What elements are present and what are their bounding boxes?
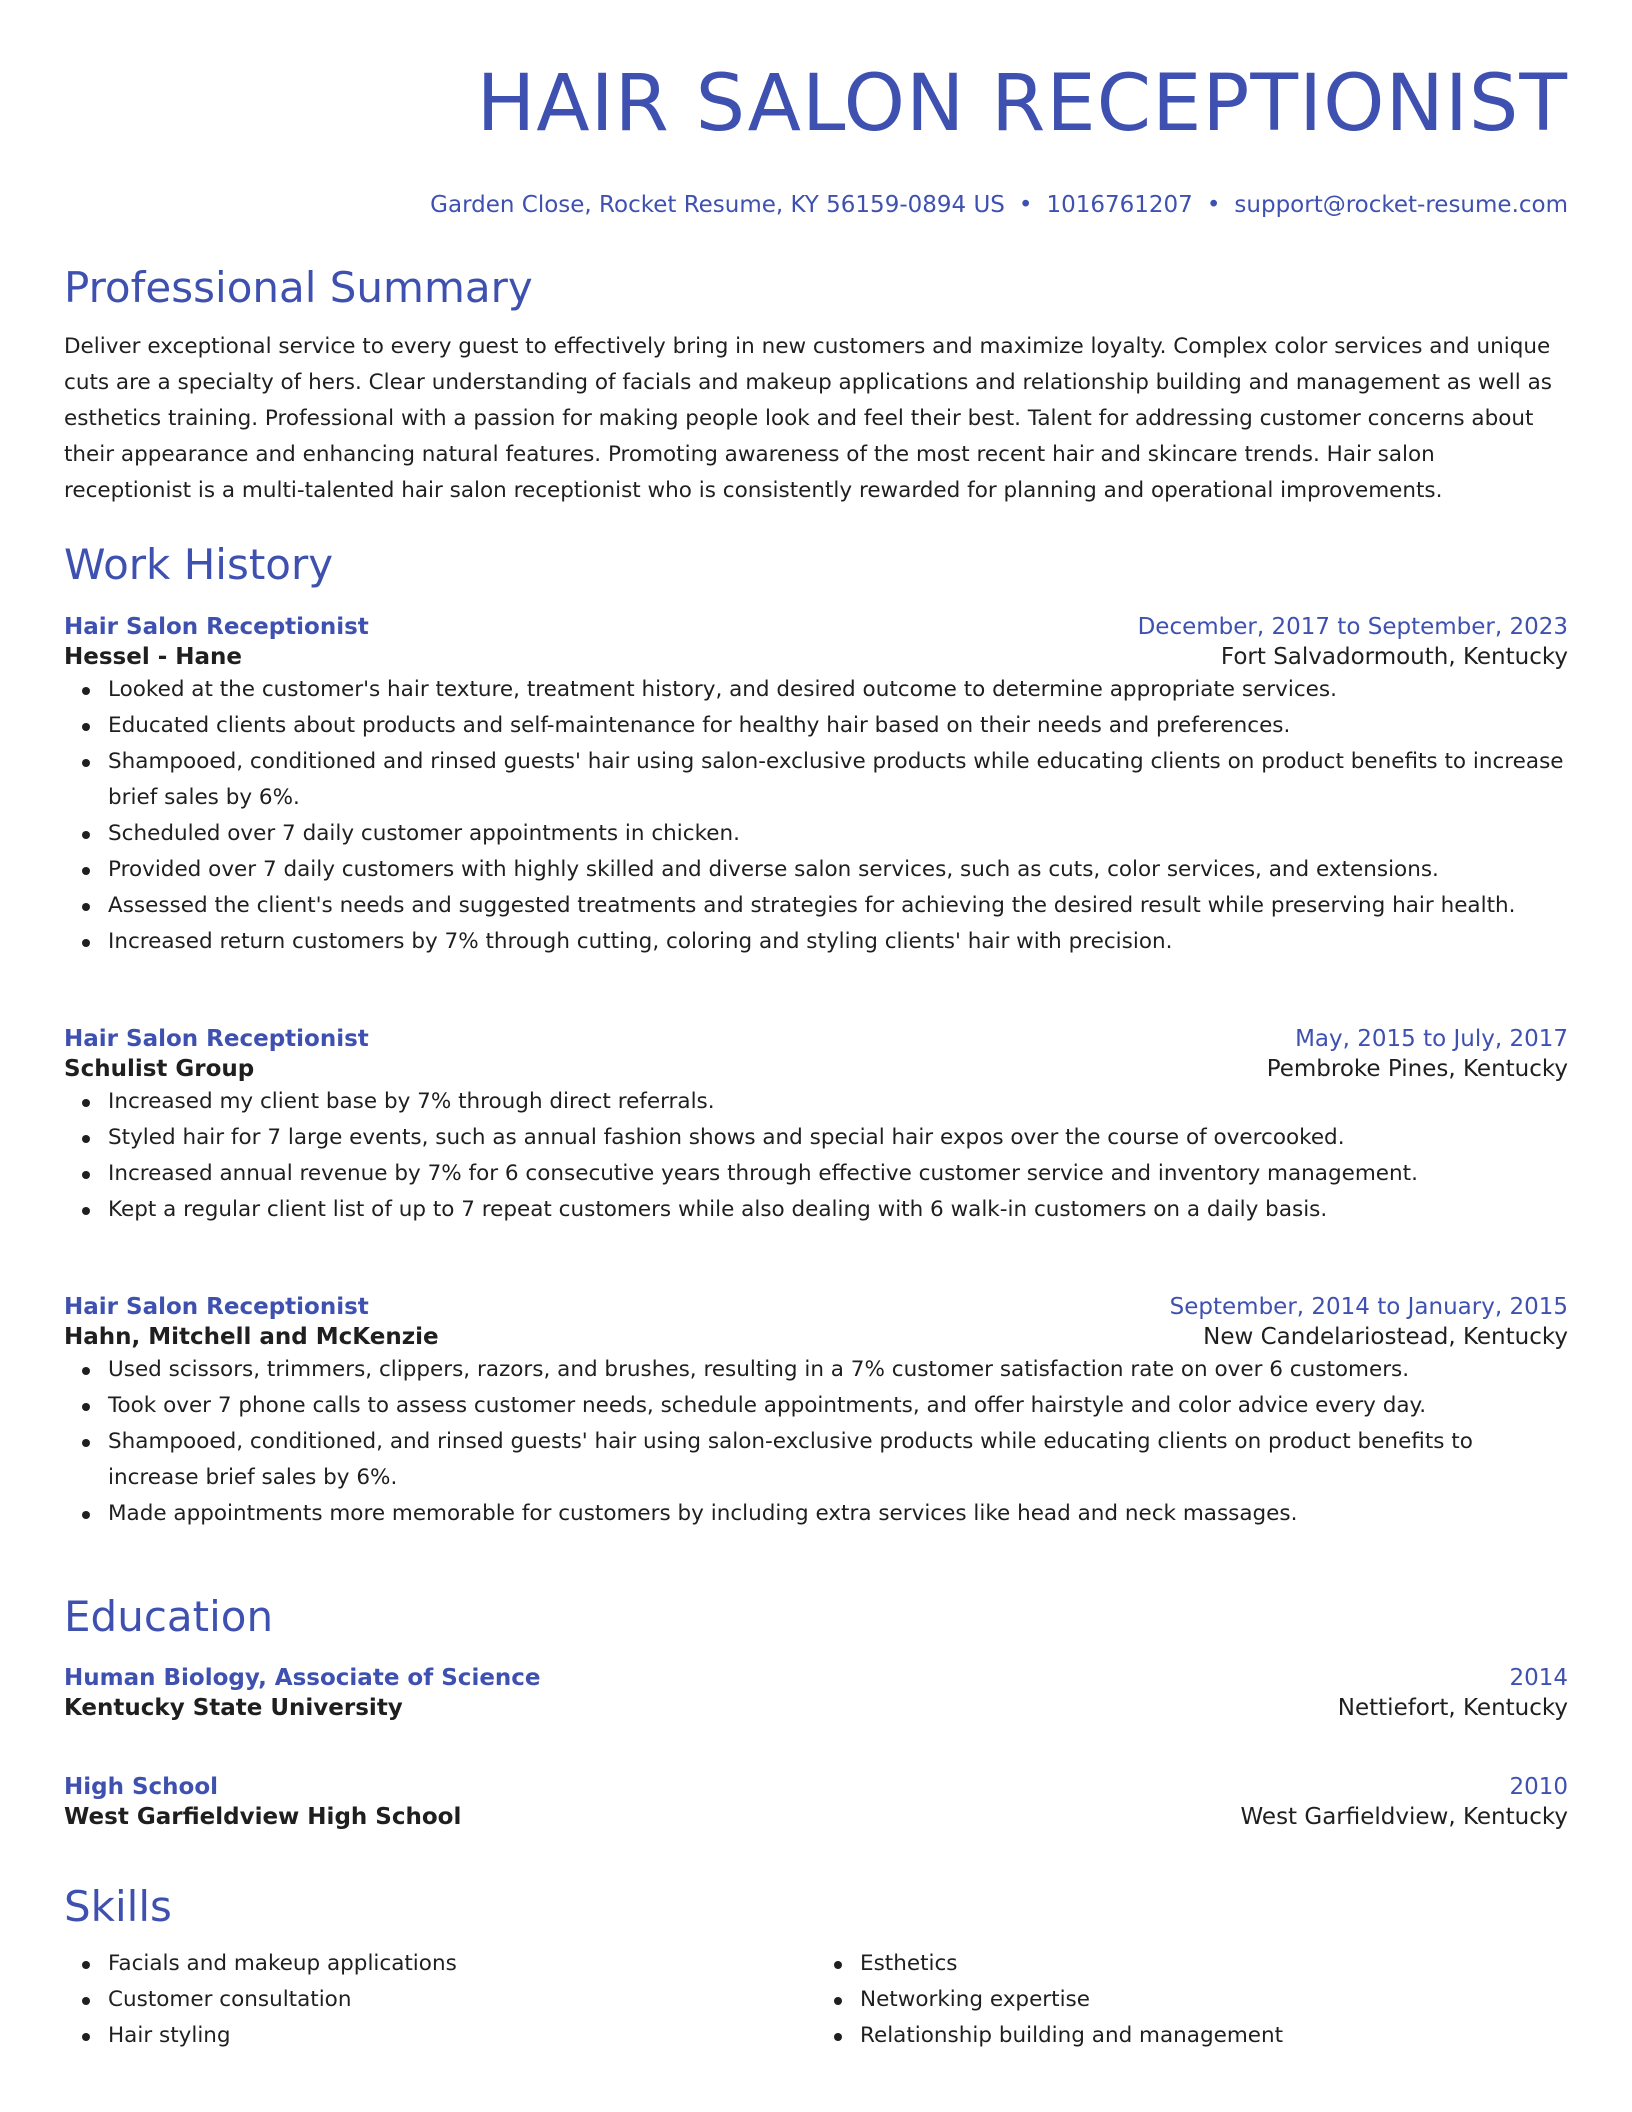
- work-entry: [64, 1292, 1568, 1532]
- section-skills: [64, 1882, 1568, 2054]
- skill-item: Relationship building and management: [860, 2018, 1568, 2054]
- list-item: Provided over 7 daily customers with highly skilled and diverse salon services, such as cuts, color services, and extensions.: [108, 852, 1568, 888]
- job-bullets: [64, 1352, 1568, 1532]
- job-bullets: [64, 672, 1568, 960]
- list-item: Increased return customers by 7% through cutting, coloring and styling clients' hair with precision.: [108, 924, 1568, 960]
- section-education: [64, 1592, 1568, 1642]
- list-item: Scheduled over 7 daily customer appointments in chicken.: [108, 816, 1568, 852]
- resume-header: [64, 0, 1568, 220]
- list-item: Increased annual revenue by 7% for 6 consecutive years through effective customer service and inventory management.: [108, 1156, 1568, 1192]
- list-item: Used scissors, trimmers, clippers, razors, and brushes, resulting in a 7% customer satisfaction rate on over 6 customers.: [108, 1352, 1568, 1388]
- list-item: Styled hair for 7 large events, such as annual fashion shows and special hair expos over the course of overcooked.: [108, 1120, 1568, 1156]
- contact-email[interactable]: support@rocket-resume.com: [1234, 192, 1568, 218]
- job-dates: September, 2014 to January, 2015: [1169, 1294, 1568, 1320]
- section-professional-summary: [64, 263, 1568, 509]
- education-location: West Garfieldview, Kentucky: [1240, 1804, 1568, 1830]
- job-company: Hahn, Mitchell and McKenzie: [64, 1324, 439, 1350]
- list-item: Shampooed, conditioned and rinsed guests' hair using salon-exclusive products while educating clients on product benefits to increase brief sales by 6%.: [108, 744, 1568, 816]
- job-location: Fort Salvadormouth, Kentucky: [1220, 644, 1568, 670]
- education-degree: Human Biology, Associate of Science: [64, 1665, 541, 1691]
- education-entry: [64, 1663, 1568, 1723]
- job-company: Hessel - Hane: [64, 644, 243, 670]
- work-entry: [64, 1024, 1568, 1228]
- job-bullets: [64, 1084, 1568, 1228]
- skills-column-right: [816, 1946, 1568, 2054]
- skill-item: Customer consultation: [108, 1982, 816, 2018]
- list-item: Shampooed, conditioned, and rinsed guests' hair using salon-exclusive products while educating clients on product benefits to increase brief sales by 6%.: [108, 1424, 1568, 1496]
- contact-phone: 1016761207: [1046, 192, 1193, 218]
- job-title: Hair Salon Receptionist: [64, 1026, 369, 1052]
- contact-separator: •: [1018, 192, 1033, 218]
- education-year: 2010: [1509, 1774, 1568, 1800]
- job-company: Schulist Group: [64, 1056, 255, 1082]
- skills-column-left: [64, 1946, 816, 2054]
- job-location: New Candelariostead, Kentucky: [1203, 1324, 1568, 1350]
- section-title: Professional Summary: [64, 263, 533, 312]
- contact-separator: •: [1206, 192, 1221, 218]
- resume-name: HAIR SALON RECEPTIONIST: [476, 59, 1568, 149]
- section-title: Work History: [64, 540, 334, 589]
- list-item: Looked at the customer's hair texture, treatment history, and desired outcome to determine appropriate services.: [108, 672, 1568, 708]
- job-title: Hair Salon Receptionist: [64, 614, 369, 640]
- list-item: Took over 7 phone calls to assess customer needs, schedule appointments, and offer hairstyle and color advice every day.: [108, 1388, 1568, 1424]
- contact-address: Garden Close, Rocket Resume, KY 56159-0894 US: [430, 192, 1005, 218]
- education-location: Nettiefort, Kentucky: [1337, 1695, 1568, 1721]
- work-entry: [64, 612, 1568, 960]
- skills-list: [64, 1946, 816, 2054]
- list-item: Educated clients about products and self-maintenance for healthy hair based on their needs and preferences.: [108, 708, 1568, 744]
- skill-item: Hair styling: [108, 2018, 816, 2054]
- job-title: Hair Salon Receptionist: [64, 1294, 369, 1320]
- education-school: West Garfieldview High School: [64, 1804, 462, 1830]
- job-dates: May, 2015 to July, 2017: [1295, 1026, 1568, 1052]
- skills-list: [816, 1946, 1568, 2054]
- skill-item: Facials and makeup applications: [108, 1946, 816, 1982]
- contact-line: [64, 190, 1568, 220]
- skill-item: Esthetics: [860, 1946, 1568, 1982]
- job-dates: December, 2017 to September, 2023: [1137, 614, 1568, 640]
- education-year: 2014: [1509, 1665, 1568, 1691]
- job-location: Pembroke Pines, Kentucky: [1266, 1056, 1568, 1082]
- list-item: Kept a regular client list of up to 7 repeat customers while also dealing with 6 walk-in customers on a daily basis.: [108, 1192, 1568, 1228]
- section-title: Skills: [64, 1882, 172, 1931]
- summary-text: Deliver exceptional service to every guest to effectively bring in new customers and maximize loyalty. Complex color services and unique cuts are a specialty of hers. Clear understanding of facials and makeup applications and relationship building and management as well as esthetics training. Professional with a passion for making people look and feel their best. Talent for addressing customer concerns about their appearance and enhancing natural features. Promoting awareness of the most recent hair and skincare trends. Hair salon receptionist is a multi-talented hair salon receptionist who is consistently rewarded for planning and operational improvements.: [64, 334, 1552, 503]
- education-degree: High School: [64, 1774, 219, 1800]
- education-entry: [64, 1772, 1568, 1832]
- list-item: Made appointments more memorable for customers by including extra services like head and neck massages.: [108, 1496, 1568, 1532]
- skills-grid: [64, 1946, 1568, 2054]
- section-title: Education: [64, 1592, 274, 1641]
- skill-item: Networking expertise: [860, 1982, 1568, 2018]
- section-work-history: [64, 540, 1568, 590]
- list-item: Assessed the client's needs and suggested treatments and strategies for achieving the desired result while preserving hair health.: [108, 888, 1568, 924]
- education-school: Kentucky State University: [64, 1695, 403, 1721]
- list-item: Increased my client base by 7% through direct referrals.: [108, 1084, 1568, 1120]
